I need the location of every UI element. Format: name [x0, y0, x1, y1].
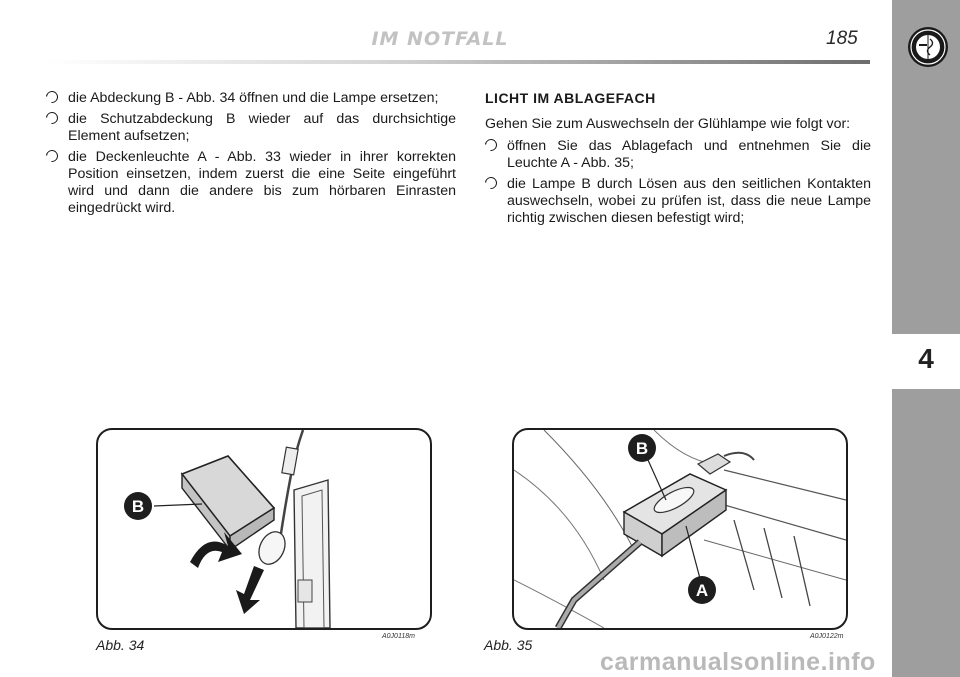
callout-b-label: B — [635, 439, 649, 458]
callout-a-label: A — [695, 581, 709, 600]
alfa-romeo-badge-icon — [906, 25, 950, 69]
list-item-text: die Abdeckung B - Abb. 34 öffnen und die Lampe ersetzen; — [68, 90, 439, 106]
figure-35-illustration — [512, 428, 848, 630]
lamp-cover-illustration — [98, 430, 430, 628]
figure-34-code: A0J0118m — [382, 633, 415, 640]
list-item-text: die Lampe B durch Lösen aus den seitlichen Kontakten auswechseln, wobei zu prüfen ist, dass die neue Lampe richtig zwischen diesen befestigt wird; — [507, 176, 871, 226]
page-number: 185 — [826, 28, 858, 49]
list-item — [485, 176, 871, 227]
list-item — [46, 111, 456, 145]
watermark-text: carmanualsonline.info — [600, 648, 876, 676]
right-text-column — [485, 90, 871, 231]
chapter-number: 4 — [918, 343, 934, 374]
intro-text: Gehen Sie zum Auswechseln der Glühlampe wie folgt vor: — [485, 116, 851, 132]
list-item — [46, 149, 456, 217]
glovebox-light-illustration — [514, 430, 846, 628]
section-title: LICHT IM ABLAGEFACH — [485, 90, 656, 106]
side-bar-bottom — [892, 389, 960, 677]
open-circle-bullet-icon — [44, 89, 61, 106]
left-text-column — [46, 90, 456, 221]
list-item — [485, 138, 871, 172]
open-circle-bullet-icon — [44, 110, 61, 127]
list-item-text: die Deckenleuchte A - Abb. 33 wieder in ihrer korrekten Position einsetzen, indem zuerst die eine Seite eingeführt wird und dann die andere bis zum hörbaren Einrasten eingedrückt wird. — [68, 149, 456, 216]
open-circle-bullet-icon — [483, 137, 500, 154]
callout-b-label: B — [131, 497, 145, 516]
list-item-text: die Schutzabdeckung B wieder auf das durchsichtige Element aufsetzen; — [68, 111, 456, 144]
figure-35-code: A0J0122m — [810, 633, 844, 640]
figure-34-label: Abb. 34 — [96, 637, 145, 653]
figure-34-illustration — [96, 428, 432, 630]
open-circle-bullet-icon — [44, 148, 61, 165]
figure-35-label: Abb. 35 — [484, 637, 533, 653]
list-item — [46, 90, 456, 107]
header-rule — [46, 60, 870, 64]
open-circle-bullet-icon — [483, 175, 500, 192]
section-header-title: IM NOTFALL — [371, 28, 509, 50]
list-item-text: öffnen Sie das Ablagefach und entnehmen Sie die Leuchte A - Abb. 35; — [507, 138, 871, 171]
